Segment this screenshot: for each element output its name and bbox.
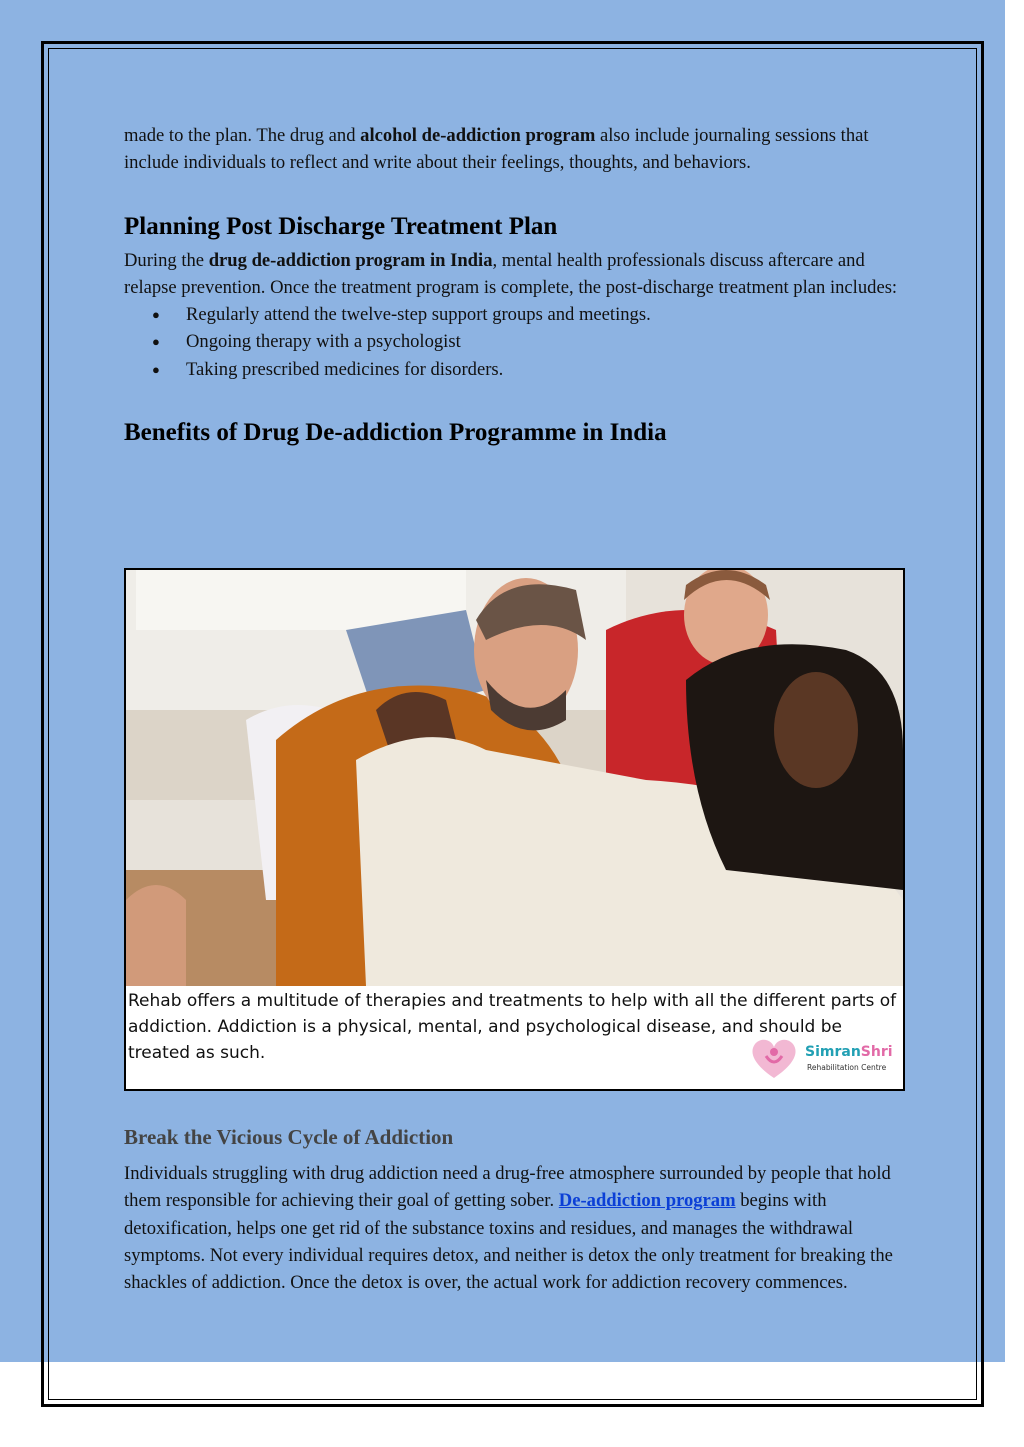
de-addiction-program-link[interactable]: De-addiction program bbox=[558, 1190, 736, 1212]
simranshri-logo bbox=[747, 1032, 897, 1084]
vicious-cycle-paragraph: Individuals struggling with drug addiction need a drug-free atmosphere surrounded by people that hold them responsible for achieving their goal of getting sober. De-addiction program begins with detoxification, helps one get rid of the substance toxins and residues, and manages the withdrawal symptoms. Not every individual requires detox, and neither is detox the only treatment for breaking the shackles of addiction. Once the detox is over, the actual work for addiction recovery commences. bbox=[124, 1163, 893, 1294]
post-discharge-paragraph: During the drug de-addiction program in India, mental health professionals discuss aftercare and relapse prevention. Once the treatment program is complete, the post-discharge treatment plan includes: bbox=[124, 249, 898, 298]
intro-paragraph: made to the plan. The drug and alcohol de-addiction program also include journaling sessions that include individuals to reflect and write about their feelings, thoughts, and behaviors. bbox=[124, 125, 869, 174]
heading-benefits: Benefits of Drug De-addiction Programme in India bbox=[124, 419, 667, 447]
heart-hands-icon bbox=[747, 1034, 801, 1082]
intro-bold-term: alcohol de-addiction program bbox=[360, 125, 596, 146]
logo-name-shri: Shri bbox=[860, 1044, 893, 1060]
document-content bbox=[124, 122, 904, 449]
aftercare-list bbox=[124, 301, 904, 383]
list-item: ● Ongoing therapy with a psychologist bbox=[152, 328, 904, 355]
group-therapy-photo bbox=[126, 570, 903, 986]
logo-subtitle: Rehabilitation Centre bbox=[807, 1063, 887, 1072]
document-content-lower bbox=[124, 1123, 904, 1296]
heading-vicious-cycle: Break the Vicious Cycle of Addiction bbox=[124, 1125, 454, 1149]
heading-post-discharge: Planning Post Discharge Treatment Plan bbox=[124, 212, 558, 240]
logo-name-simran: Simran bbox=[805, 1044, 861, 1060]
list-item: ● Regularly attend the twelve-step support groups and meetings. bbox=[152, 301, 904, 328]
therapy-group-figure bbox=[124, 568, 905, 1091]
figure-caption: Rehab offers a multitude of therapies and treatments to help with all the different parts of addiction. Addiction is a physical, mental, and psychological disease, and should be treated as such. bbox=[128, 991, 897, 1063]
list-item: ● Taking prescribed medicines for disorders. bbox=[152, 356, 904, 383]
post-discharge-bold-term: drug de-addiction program in India bbox=[208, 249, 493, 271]
